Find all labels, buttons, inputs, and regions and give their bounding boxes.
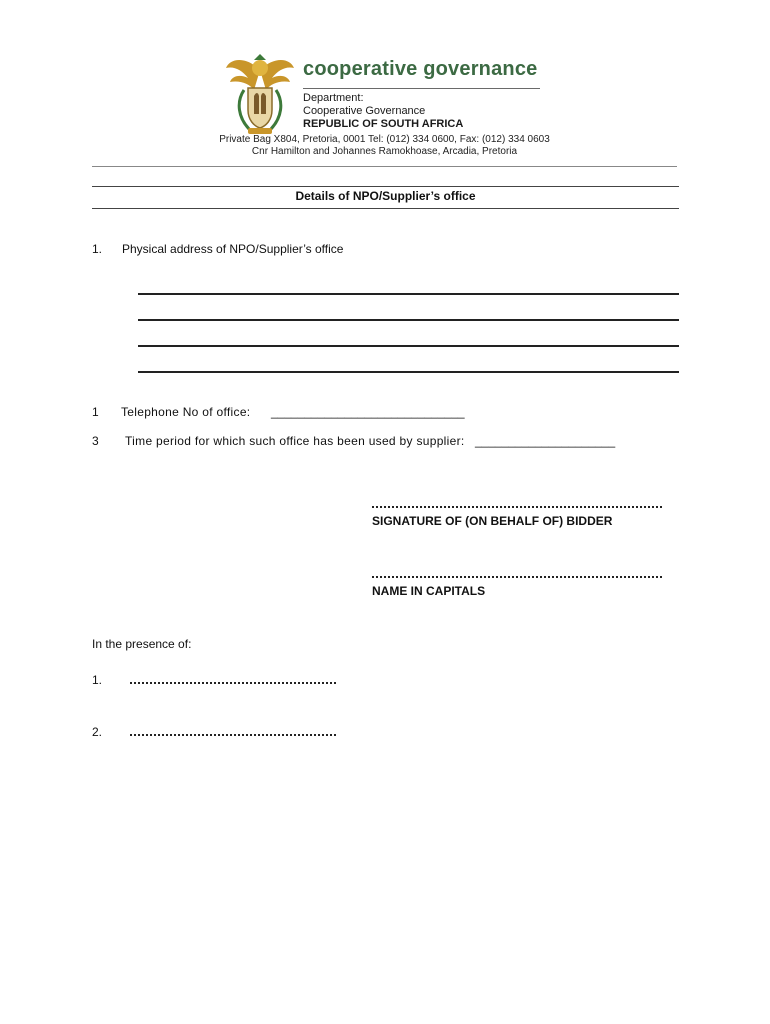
signature-line[interactable] xyxy=(372,506,662,508)
address-line-1[interactable] xyxy=(138,293,679,295)
signature-label: SIGNATURE OF (ON BEHALF OF) BIDDER xyxy=(372,514,613,528)
name-label: NAME IN CAPITALS xyxy=(372,584,486,598)
brand-divider xyxy=(303,88,540,89)
witness-number: 2. xyxy=(92,725,103,739)
address-line-2[interactable] xyxy=(138,319,679,321)
department-line: REPUBLIC OF SOUTH AFRICA xyxy=(303,118,464,130)
telephone-field[interactable]: _____________________________ xyxy=(271,405,465,419)
address-label: Physical address of NPO/Supplier’s office xyxy=(122,242,344,256)
coat-of-arms-icon xyxy=(224,52,296,136)
name-line[interactable] xyxy=(372,576,662,578)
department-line: Cooperative Governance xyxy=(303,105,426,117)
title-top-rule xyxy=(92,186,679,187)
time-period-label: Time period for which such office has been used by supplier: xyxy=(125,434,465,448)
witness-number: 1. xyxy=(92,673,103,687)
header-divider xyxy=(92,166,677,167)
title-bottom-rule xyxy=(92,208,679,209)
witness-1-line[interactable] xyxy=(130,682,336,684)
item-number: 1. xyxy=(92,242,103,256)
item-number: 1 xyxy=(92,405,99,419)
address-line-3[interactable] xyxy=(138,345,679,347)
contact-address: Private Bag X804, Pretoria, 0001 Tel: (012) 334 0600, Fax: (012) 334 0603 xyxy=(219,134,550,145)
time-period-field[interactable]: _____________________ xyxy=(475,434,616,448)
witness-2-line[interactable] xyxy=(130,734,336,736)
department-block xyxy=(303,92,463,131)
telephone-label: Telephone No of office: xyxy=(121,405,251,419)
form-title: Details of NPO/Supplier’s office xyxy=(295,189,476,203)
address-line-4[interactable] xyxy=(138,371,679,373)
item-number: 3 xyxy=(92,434,99,448)
presence-label: In the presence of: xyxy=(92,637,192,651)
contact-street: Cnr Hamilton and Johannes Ramokhoase, Arcadia, Pretoria xyxy=(251,146,518,157)
brand-name: cooperative governance xyxy=(303,58,538,80)
department-line: Department: xyxy=(303,92,364,104)
